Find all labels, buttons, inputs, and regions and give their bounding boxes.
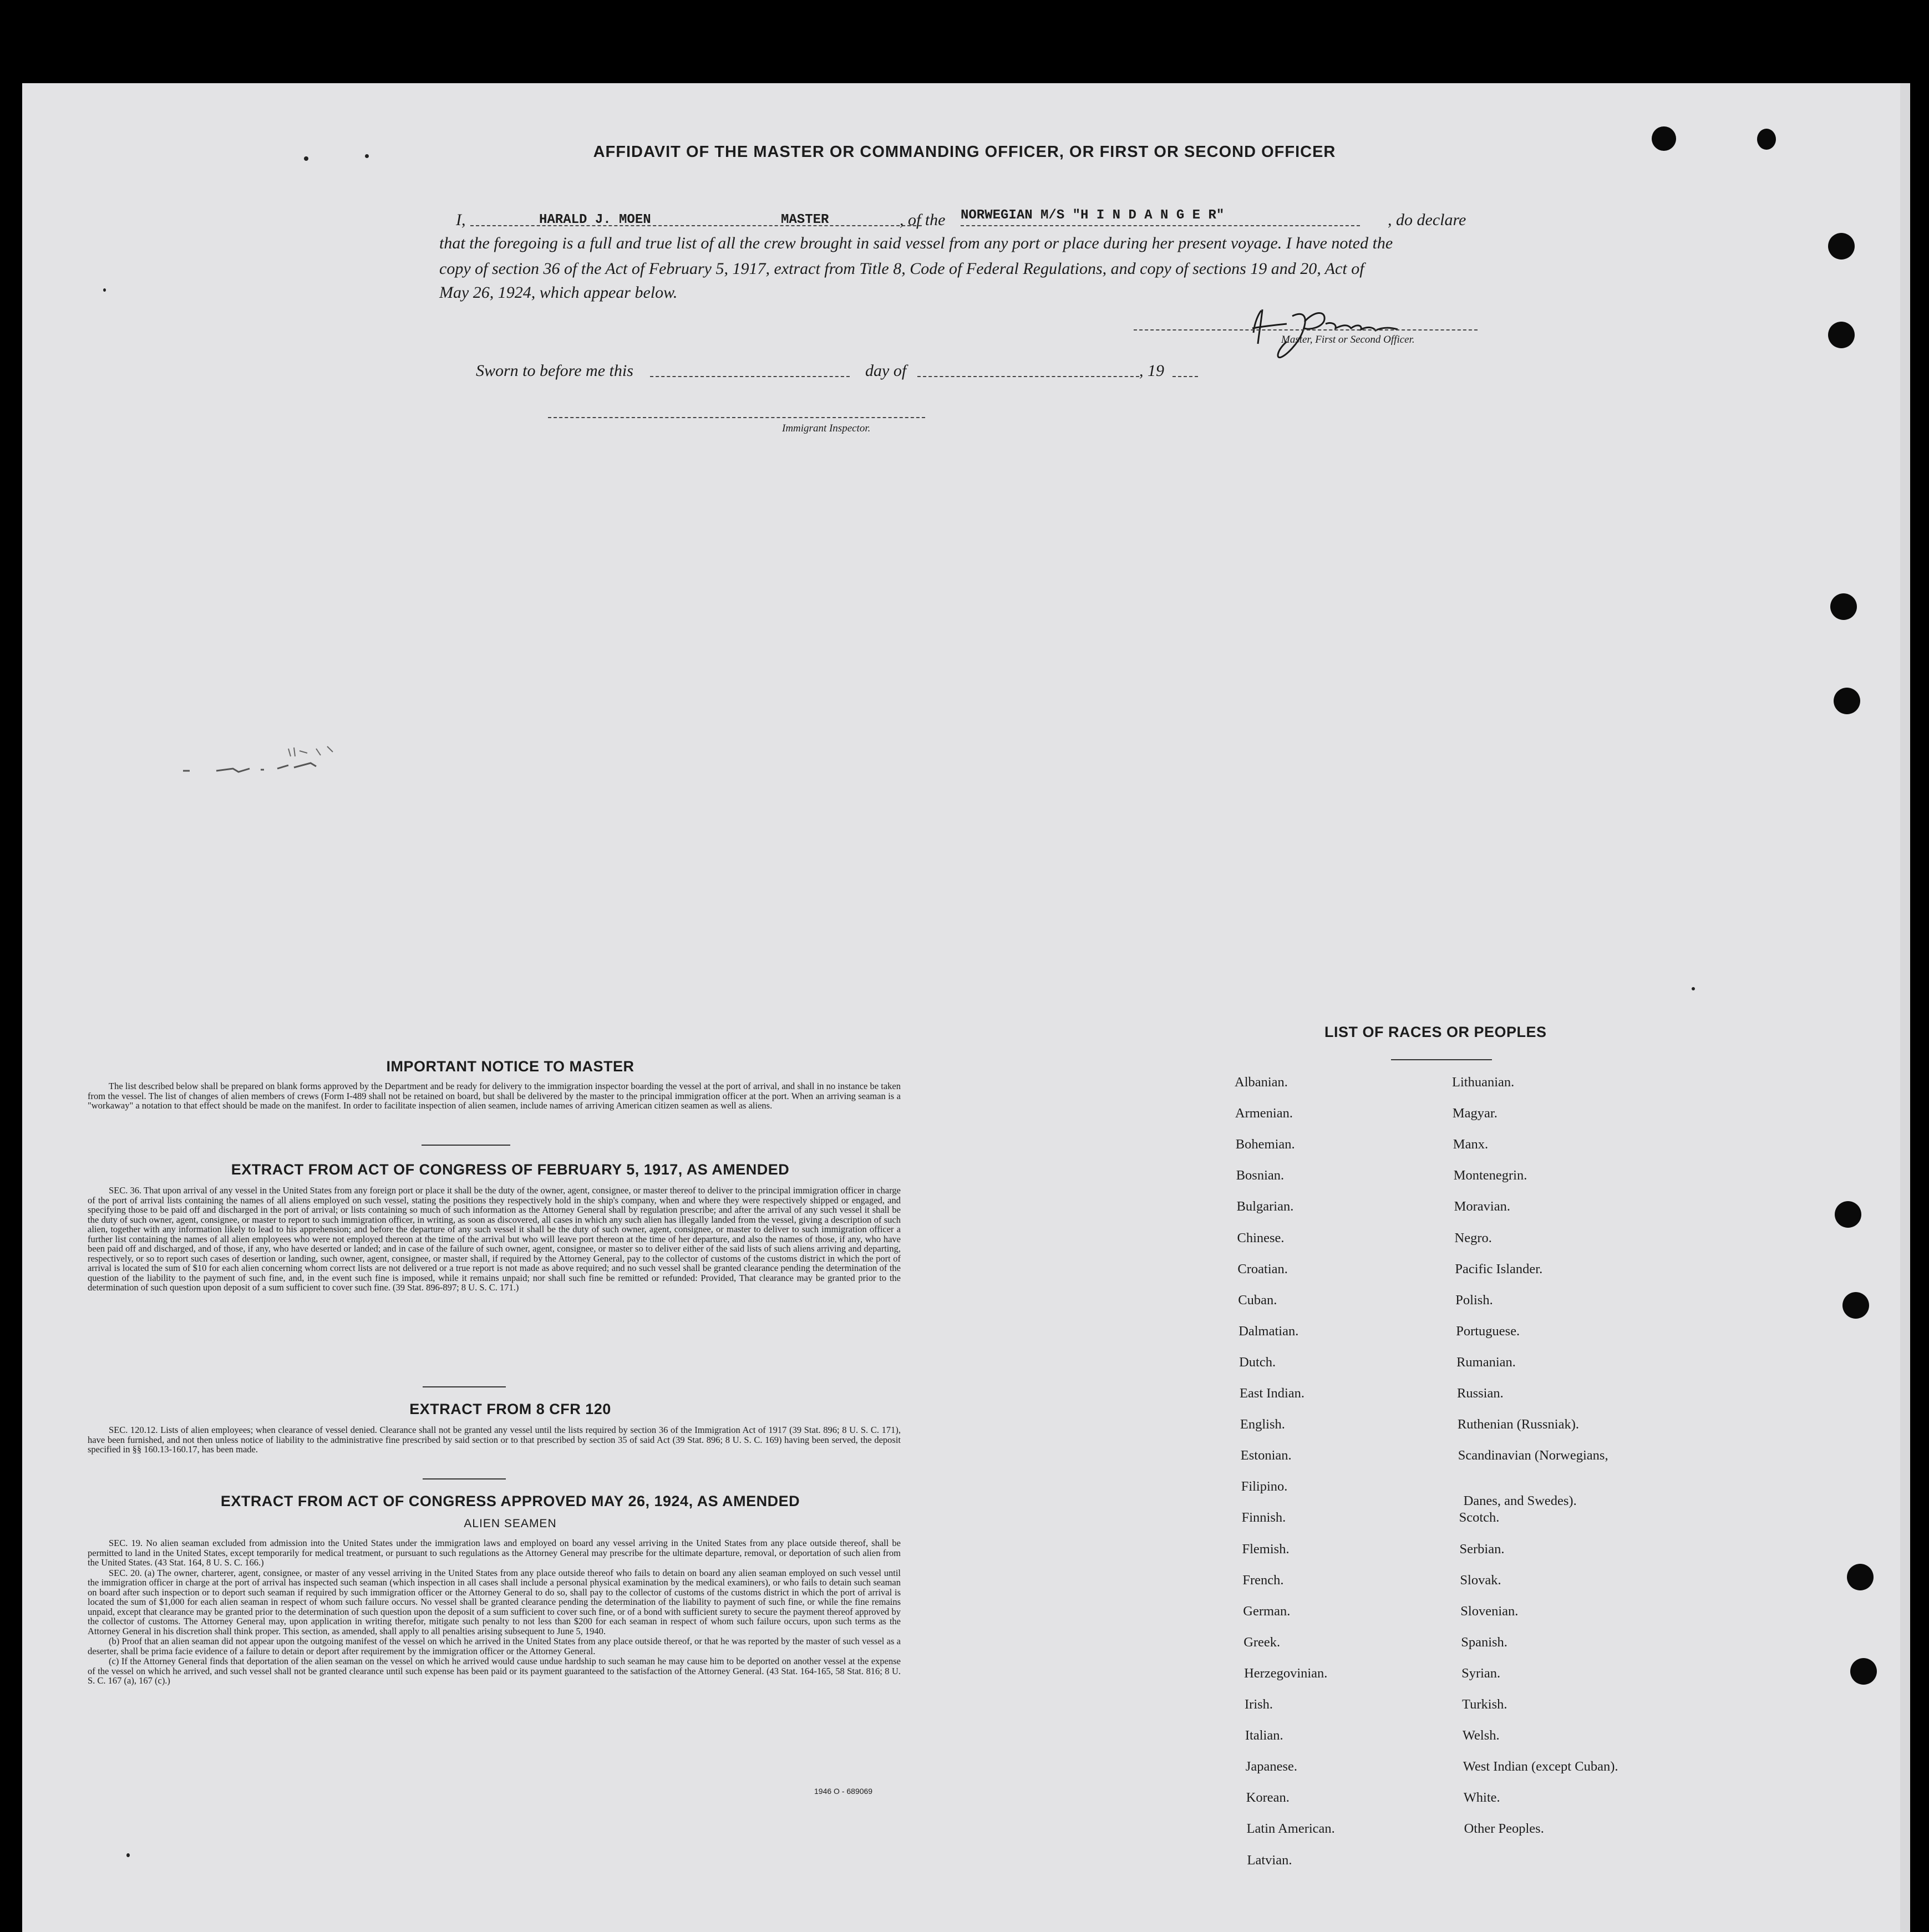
race-item: Latvian. xyxy=(1247,1852,1292,1868)
of-the-text: , of the xyxy=(900,211,946,229)
race-item: Lithuanian. xyxy=(1452,1075,1515,1090)
extract-1924-title: EXTRACT FROM ACT OF CONGRESS APPROVED MAY 26, 1924, AS AMENDED xyxy=(220,1493,800,1509)
race-item: Serbian. xyxy=(1459,1541,1505,1557)
race-item: Cuban. xyxy=(1238,1292,1277,1308)
inspector-caption: Immigrant Inspector. xyxy=(782,423,871,434)
binder-hole xyxy=(1850,1658,1877,1685)
sec-120-paragraph: SEC. 120.12. Lists of alien employees; when clearance of vessel denied. Clearance shall not be granted any vessel until the lists required by section 36 of the Immigration Act of 1917 (39 Stat. 896; 8 U. S. C. 171), have been furnished, and not then unless notice of liability to the administrative fine prescribed by said section or to that prescribed by section 35 of said Act (39 Stat. 896; 8 U. S. C. 169) having been served, the deposit specified in §§ 160.13-160.17, has been made. xyxy=(88,1425,901,1455)
race-item: Pacific Islander. xyxy=(1455,1261,1543,1277)
races-title-rule xyxy=(1391,1059,1492,1060)
race-item: West Indian (except Cuban). xyxy=(1463,1759,1618,1775)
race-item: Finnish. xyxy=(1241,1510,1286,1526)
master-name: HARALD J. MOEN xyxy=(539,212,651,227)
race-item: Slovak. xyxy=(1460,1572,1501,1588)
affidavit-line-4: May 26, 1924, which appear below. xyxy=(439,283,678,302)
race-item: Latin American. xyxy=(1246,1821,1335,1837)
vessel-blank-line xyxy=(961,225,1360,226)
name-blank-line xyxy=(470,225,922,226)
binder-hole xyxy=(1842,1292,1869,1319)
race-item: Montenegrin. xyxy=(1453,1168,1527,1183)
section-divider xyxy=(423,1386,506,1387)
binder-hole xyxy=(1828,322,1855,348)
race-item: Dalmatian. xyxy=(1238,1323,1299,1339)
sworn-label: Sworn to before me this xyxy=(476,362,633,380)
race-item: Moravian. xyxy=(1454,1199,1510,1214)
sec-20c-paragraph: (c) If the Attorney General finds that deportation of the alien seaman on the vessel on which he arrived would cause undue hardship to such seaman he may cause him to be deported on another vessel at the expense of the vessel on which he arrived, and such vessel shall not be granted clearance until such expense has been paid or its payment guaranteed to the satisfaction of the Attorney General. (43 Stat. 164-165, 58 Stat. 816; 8 U. S. C. 167 (a), 167 (c).) xyxy=(88,1656,901,1686)
print-code: 1946 O - 689069 xyxy=(814,1787,873,1796)
affidavit-line-1 xyxy=(439,207,1482,233)
race-item: East Indian. xyxy=(1240,1386,1305,1401)
binder-hole xyxy=(1835,1201,1861,1228)
extract-cfr-text xyxy=(88,1425,901,1455)
race-item: Armenian. xyxy=(1235,1106,1293,1121)
sec-36-paragraph: SEC. 36. That upon arrival of any vessel in the United States from any foreign port or place it shall be the duty of the owner, agent, consignee, or master thereof to deliver to the principal immigration officer in charge of the port of arrival lists containing the names of all aliens employed on such vessel, stating the positions they respectively hold in the ship's company, when and where they were respectively shipped or engaged, and specifying those to be paid off and discharged in the port of arrival; or lists containing so much of such information as the Attorney General shall by regulation prescribe; and after the arrival of any such vessel it shall be the duty of such owner, agent, consignee, or master to report to such immigration officer, in writing, as soon as discovered, all cases in which any such alien has illegally landed from the vessel, giving a description of such alien, together with any information likely to lead to his apprehension; and before the departure of any such vessel it shall be the duty of such owner, agent, consignee, or master to deliver to such immigration officer a further list containing the names of all alien employees who were not employed thereon at the time of the arrival but who will leave port thereon at the time of her departure, and also the names of those, if any, who have been paid off and discharged, and of those, if any, who have deserted or landed; and in case of the failure of such owner, agent, consignee, or master so to deliver either of the said lists of such aliens arriving and departing, respectively, or so to report such cases of desertion or landing, such owner, agent, consignee, or master shall, if required by the Attorney General, pay to the collector of customs of the customs district in which the port of arrival is located the sum of $10 for each alien concerning whom correct lists are not delivered or a true report is not made as above required; and no such vessel shall be granted clearance pending the determination of the question of the liability to the payment of such fine, and, in the event such fine is imposed, while it remains unpaid; nor shall such fine be remitted or refunded: Provided, That clearance may be granted prior to the determination of such question upon deposit of a sum sufficient to cover such fine. (39 Stat. 896-897; 8 U. S. C. 171.) xyxy=(88,1185,901,1293)
race-item: Spanish. xyxy=(1461,1634,1507,1650)
binder-hole xyxy=(1834,688,1860,714)
affidavit-line-2: that the foregoing is a full and true list of all the crew brought in said vessel from any port or place during her present voyage. I have noted the xyxy=(439,234,1393,252)
race-item: White. xyxy=(1463,1790,1500,1806)
race-item: Slovenian. xyxy=(1460,1603,1519,1619)
sec-20b-paragraph: (b) Proof that an alien seaman did not appear upon the outgoing manifest of the vessel on which he arrived in the United States from any place outside thereof, or that he was reported by the master of such vessel as a deserter, shall be prima facie evidence of a failure to detain or deport after requirement by the immigration officer or the Attorney General. xyxy=(88,1636,901,1656)
race-item: Syrian. xyxy=(1461,1665,1501,1681)
alien-seamen-subtitle: ALIEN SEAMEN xyxy=(464,1517,557,1530)
race-item: Flemish. xyxy=(1242,1541,1290,1557)
speck xyxy=(1692,987,1695,990)
race-item: Negro. xyxy=(1454,1230,1492,1245)
race-item: Ruthenian (Russniak). xyxy=(1457,1417,1580,1432)
signature-line xyxy=(1134,329,1478,331)
sec-19-paragraph: SEC. 19. No alien seaman excluded from admission into the United States under the immigration laws and employed on board any vessel arriving in the United States from any place outside thereof, shall be permitted to land in the United States, except temporarily for medical treatment, or pursuant to such regulations as the Attorney General may prescribe for the ultimate departure, removal, or deportation of such alien from the United States. (43 Stat. 164, 8 U. S. C. 166.) xyxy=(88,1538,901,1568)
do-declare-text: , do declare xyxy=(1388,211,1466,229)
race-item: Italian. xyxy=(1245,1728,1283,1743)
race-item: Polish. xyxy=(1455,1292,1493,1308)
race-item: Portuguese. xyxy=(1456,1323,1520,1339)
race-item: Estonian. xyxy=(1240,1448,1292,1463)
race-item: Filipino. xyxy=(1241,1479,1288,1494)
affidavit-title: AFFIDAVIT OF THE MASTER OR COMMANDING OFFICER, OR FIRST OR SECOND OFFICER xyxy=(593,143,1336,161)
year-prefix: , 19 xyxy=(1139,362,1164,380)
race-item: Welsh. xyxy=(1462,1728,1500,1743)
signature-caption: Master, First or Second Officer. xyxy=(1281,334,1415,345)
day-blank-line xyxy=(650,376,850,377)
faint-scribble xyxy=(183,743,372,782)
notice-text xyxy=(88,1081,901,1111)
race-item: Other Peoples. xyxy=(1464,1821,1544,1837)
race-item: English. xyxy=(1240,1417,1285,1432)
race-item: Bohemian. xyxy=(1235,1137,1295,1152)
extract-cfr-title: EXTRACT FROM 8 CFR 120 xyxy=(409,1401,611,1417)
race-item: Herzegovinian. xyxy=(1244,1665,1328,1681)
month-blank-line xyxy=(917,376,1139,377)
year-blank-line xyxy=(1172,376,1198,377)
race-item: Greek. xyxy=(1243,1634,1281,1650)
day-of-label: day of xyxy=(865,362,907,380)
affidavit-line-3: copy of section 36 of the Act of February 5, 1917, extract from Title 8, Code of Federal Regulations, and copy of sections 19 and 20, Act of xyxy=(439,260,1364,278)
race-item: Chinese. xyxy=(1237,1230,1285,1245)
binder-hole xyxy=(1828,233,1855,260)
speck xyxy=(103,288,106,292)
inspector-signature-line xyxy=(548,417,925,418)
race-item: Manx. xyxy=(1453,1137,1489,1152)
extract-1917-text xyxy=(88,1186,901,1293)
race-item: Magyar. xyxy=(1452,1106,1497,1121)
master-rank: MASTER xyxy=(781,212,829,227)
race-item: Croatian. xyxy=(1237,1261,1288,1277)
race-item: Russian. xyxy=(1457,1386,1504,1401)
binder-hole xyxy=(1830,593,1857,620)
race-item: French. xyxy=(1242,1572,1284,1588)
binder-hole xyxy=(1847,1564,1874,1590)
race-item: Scotch. xyxy=(1459,1510,1500,1526)
sec-20a-paragraph: SEC. 20. (a) The owner, charterer, agent, consignee, or master of any vessel arriving in the United States from any place outside thereof who fails to detain on board any alien seaman employed on such vessel until the immigration officer in charge at the port of arrival has inspected such seaman (which inspection in all cases shall include a personal physical examination by the medical examiners), or who fails to detain such seaman on board after such inspection or to deport such seaman if required by such immigration officer or the Attorney General to do so, shall pay to the collector of customs of the customs district in which the port of arrival is located the sum of $1,000 for each alien seaman in respect of whom such failure occurs. No vessel shall be granted clearance pending the determination of the liability to payment of such fine, or while the fine remains unpaid, except that clearance may be granted prior to the determination of such question upon the deposit of a sum sufficient to cover such fine, or of a bond with sufficient surety to secure the payment thereof approved by the collector of customs. The Attorney General may, upon application in writing therefor, mitigate such penalty to not less than $200 for each seaman in respect of whom such failure occurs, upon such terms as the Attorney General in his discretion shall think proper. This section, as amended, shall apply to all penalties arising subsequent to June 5, 1940. xyxy=(88,1567,901,1636)
race-item: Bulgarian. xyxy=(1236,1199,1294,1214)
notice-title: IMPORTANT NOTICE TO MASTER xyxy=(386,1058,634,1075)
vessel-name: NORWEGIAN M/S "H I N D A N G E R" xyxy=(961,208,1225,223)
race-item: Scandinavian (Norwegians, xyxy=(1458,1448,1608,1463)
race-item: Dutch. xyxy=(1239,1354,1276,1370)
race-item: Albanian. xyxy=(1235,1075,1288,1090)
section-divider xyxy=(423,1478,506,1479)
race-item: Turkish. xyxy=(1462,1697,1507,1712)
race-item: Korean. xyxy=(1246,1790,1290,1806)
race-item: Rumanian. xyxy=(1456,1354,1516,1370)
race-item: Irish. xyxy=(1245,1697,1273,1712)
races-title: LIST OF RACES OR PEOPLES xyxy=(1324,1024,1547,1040)
race-item: Japanese. xyxy=(1245,1759,1297,1775)
affidavit-prefix: I, xyxy=(456,211,466,229)
race-item: German. xyxy=(1243,1603,1291,1619)
extract-1917-title: EXTRACT FROM ACT OF CONGRESS OF FEBRUARY 5, 1917, AS AMENDED xyxy=(231,1161,790,1178)
speck xyxy=(126,1853,130,1857)
race-item: Danes, and Swedes). xyxy=(1463,1493,1577,1509)
extract-1924-text xyxy=(88,1538,901,1686)
notice-paragraph: The list described below shall be prepared on blank forms approved by the Department and be ready for delivery to the immigration inspector boarding the vessel at the port of arrival, and shall in no instance be taken from the vessel. The list of changes of alien members of crews (Form I-489 shall not be retained on board, but shall be delivered by the master to the principal immigration officer at the port. When an arriving seaman is a "workaway" a notation to that effect should be made on the manifest. In order to facilitate inspection of alien seamen, include names of arriving American citizen seamen as well as aliens. xyxy=(88,1081,901,1111)
section-divider xyxy=(422,1145,510,1146)
race-item: Bosnian. xyxy=(1236,1168,1285,1183)
